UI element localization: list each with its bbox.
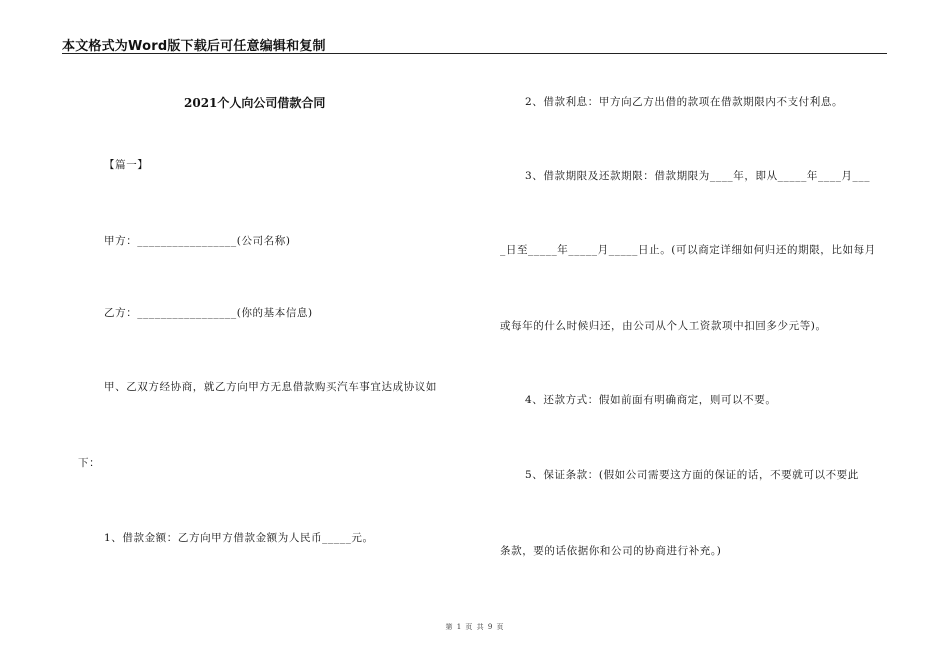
clause-5-line-2: 条款，要的话依据你和公司的协商进行补充。): [500, 545, 722, 557]
page-header: [62, 35, 887, 54]
header-text: 本文格式为Word版下载后可任意编辑和复制: [62, 39, 326, 54]
intro-line-1: 甲、乙双方经协商，就乙方向甲方无息借款购买汽车事宜达成协议如: [104, 381, 437, 393]
page-footer: 第 1 页 共 9 页: [445, 623, 505, 631]
intro-line-2: 下：: [78, 457, 101, 469]
clause-3-line-3: 或每年的什么时候归还，由公司从个人工资款项中扣回多少元等)。: [500, 320, 827, 332]
clause-5-line-1: 5、保证条款：(假如公司需要这方面的保证的话，不要就可以不要此: [525, 469, 859, 481]
party-a-line: 甲方：_________________(公司名称): [104, 235, 291, 247]
clause-4: 4、还款方式：假如前面有明确商定，则可以不要。: [525, 394, 777, 406]
section-label: 【篇一】: [104, 159, 149, 171]
clause-2: 2、借款利息：甲方向乙方出借的款项在借款期限内不支付利息。: [525, 96, 844, 108]
clause-3-line-2: _日至_____年_____月_____日止。(可以商定详细如何归还的期限，比如每月: [500, 244, 876, 256]
document-title: 2021个人向公司借款合同: [184, 96, 326, 110]
clause-1: 1、借款金额：乙方向甲方借款金额为人民币_____元。: [104, 532, 374, 544]
clause-3-line-1: 3、借款期限及还款期限：借款期限为____年，即从_____年____月___: [525, 170, 871, 182]
party-b-line: 乙方：_________________(你的基本信息): [104, 307, 313, 319]
